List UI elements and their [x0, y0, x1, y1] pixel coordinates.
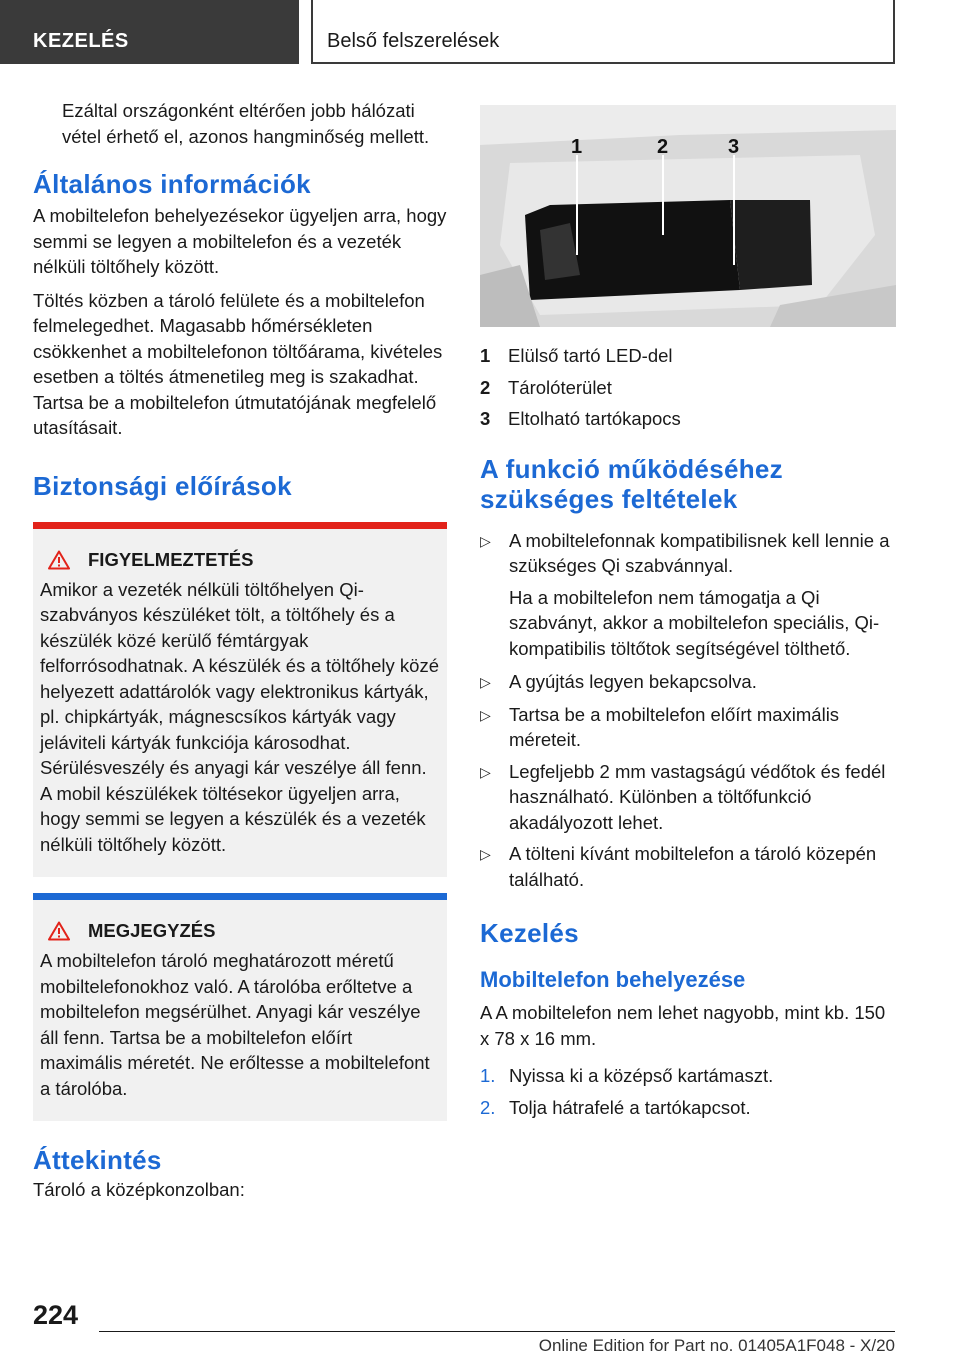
operation-heading: Kezelés	[480, 918, 579, 948]
step-item	[480, 1095, 896, 1121]
requirements-heading: A funkció működéséhez szükséges feltételek	[480, 453, 783, 514]
note-text: A mobiltelefon tároló meghatározott méretű mobiltelefonokhoz való. A tárolóba erőltetve a mobiltelefon megsérülhet. Anyagi kár veszélye áll fenn. Tartsa be a mobiltelefon előírt maximális méretét. Ne erőltesse a mobiltelefont a tárolóba.	[40, 950, 430, 1099]
step-item	[480, 1063, 896, 1089]
console-storage-figure	[480, 105, 896, 327]
safety-heading: Biztonsági előírások	[33, 470, 292, 501]
caption-text: Eltolható tartókapocs	[508, 408, 681, 429]
requirement-text: A mobiltelefonnak kompatibilisnek kell lennie a szükséges Qi szabvánnyal.	[509, 529, 890, 576]
section-tab	[0, 0, 299, 64]
caption-text: Tárolóterület	[508, 376, 612, 398]
left-column	[33, 98, 447, 1211]
warning-triangle-icon	[48, 550, 70, 570]
requirement-item	[480, 841, 896, 892]
intro-paragraph: Ezáltal országonként eltérően jobb hálózati vétel érhető el, azonos hangminőség mellett.	[62, 100, 430, 147]
requirement-text: Legfeljebb 2 mm vastagságú védőtok és fedél használható. Különben a töltőfunkció akadályozott lehet.	[509, 760, 886, 833]
warning-text: Amikor a vezeték nélküli töltőhelyen Qi-szabványos készüléket tölt, a töltőhely és a készülék közé kerülő fémtárgyak felforrósodhatnak. A készülék és a töltőhely közé helyezett adattárolók vagy elektronikus kártyák, pl. chipkártyák, mágnescsíkos kártyák vagy jeláviteli kártyák funkciója károsodhat. Sérülésveszély és anyagi kár veszélye áll fenn. A mobil készülékek töltésekor ügyeljen arra, hogy semmi se legyen a készülék és a vezeték nélküli töltőhely között.	[40, 578, 440, 855]
chapter-tab	[311, 0, 895, 64]
requirement-item	[480, 759, 896, 836]
note-box	[33, 893, 447, 1121]
requirement-extra: Ha a mobiltelefon nem támogatja a Qi szabványt, akkor a mobiltelefon speciális, Qi-kompatibilis töltőtok segítségével tölthető.	[509, 586, 880, 659]
step-number: 1.	[480, 1065, 496, 1086]
general-paragraph-2: Töltés közben a tároló felülete és a mobiltelefon felmelegedhet. Magasabb hőmérsékleten csökkenhet a mobiltelefonon töltőárama, kivételes esetben a töltés átmenetileg meg is szakadhat. Tartsa be a mobiltelefon útmutatójának megfelelő utasításait.	[33, 289, 443, 438]
caption-number: 1	[480, 345, 491, 366]
warning-triangle-icon	[48, 921, 70, 941]
requirement-text: A gyújtás legyen bekapcsolva.	[509, 671, 757, 692]
figure-label-3: 3	[728, 136, 740, 158]
warning-title: FIGYELMEZTETÉS	[88, 548, 254, 570]
figure-label-2: 2	[657, 136, 669, 158]
bullet-triangle-icon: ▷	[480, 532, 491, 549]
general-info-heading: Általános információk	[33, 169, 311, 199]
overview-text: Tároló a középkonzolban:	[33, 1179, 245, 1200]
caption-number: 3	[480, 408, 491, 429]
caption-row	[480, 406, 896, 432]
requirement-text: Tartsa be a mobiltelefon előírt maximális méreteit.	[509, 703, 840, 750]
caption-text: Elülső tartó LED-del	[508, 345, 673, 366]
requirement-item	[480, 669, 896, 696]
note-title: MEGJEGYZÉS	[88, 920, 216, 941]
bullet-triangle-icon: ▷	[480, 846, 491, 862]
footer-divider	[99, 1331, 895, 1332]
figure-label-1: 1	[571, 136, 583, 158]
general-paragraph-1: A mobiltelefon behelyezésekor ügyeljen arra, hogy semmi se legyen a mobiltelefon és a vezeték nélküli töltőhely között.	[33, 205, 447, 277]
bullet-triangle-icon: ▷	[480, 763, 491, 780]
insert-phone-text: A A mobiltelefon nem lehet nagyobb, mint kb. 150 x 78 x 16 mm.	[480, 1002, 886, 1049]
chapter-label: Belső felszerelések	[327, 30, 500, 52]
step-text: Nyissa ki a középső kartámaszt.	[509, 1065, 774, 1086]
caption-row	[480, 343, 896, 369]
requirement-item	[480, 528, 896, 579]
page-number: 224	[33, 1300, 79, 1330]
edition-label: Online Edition for Part no. 01405A1F048 - X/20	[538, 1336, 895, 1355]
requirement-item	[480, 702, 896, 753]
caption-row	[480, 375, 896, 401]
requirement-text: A tölteni kívánt mobiltelefon a tároló közepén található.	[509, 843, 877, 890]
right-column	[480, 98, 896, 1126]
overview-heading: Áttekintés	[33, 1145, 162, 1175]
warning-box	[33, 522, 447, 878]
bullet-triangle-icon: ▷	[480, 706, 491, 723]
caption-number: 2	[480, 376, 491, 398]
bullet-triangle-icon: ▷	[480, 674, 491, 690]
console-storage-illustration	[480, 105, 896, 327]
section-label: KEZELÉS	[33, 30, 129, 52]
step-text: Tolja hátrafelé a tartókapcsot.	[509, 1096, 751, 1118]
step-number: 2.	[480, 1096, 496, 1118]
insert-phone-heading: Mobiltelefon behelyezése	[480, 967, 746, 992]
